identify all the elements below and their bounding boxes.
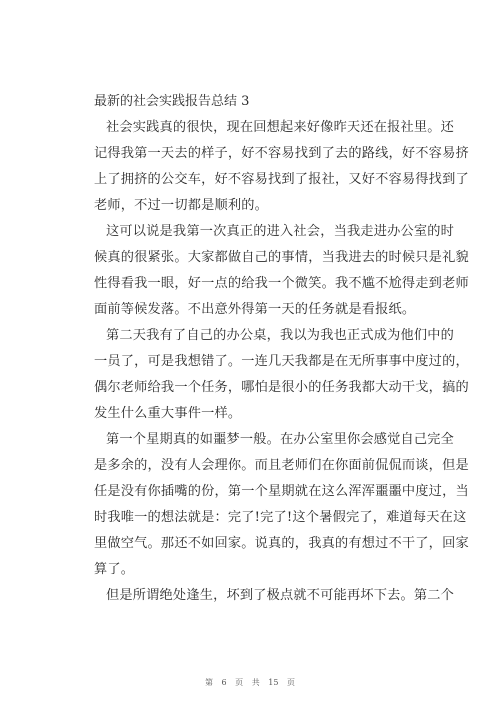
- text-line: 第二天我有了自己的办公桌，我以为我也正式成为他们中的: [106, 328, 455, 343]
- text-line: 任是没有你插嘴的份，第一个星期就在这么浑浑噩噩中度过，当: [94, 484, 469, 499]
- page-number-footer: 第 6 页 共 15 页: [205, 678, 295, 687]
- text-line: 社会实践真的很快，现在回想起来好像昨天还在报社里。还: [106, 120, 455, 135]
- text-line: 性得看我一眼，好一点的给我一个微笑。我不尴不尬得走到老师: [94, 276, 469, 291]
- text-line: 记得我第一天去的样子，好不容易找到了去的路线，好不容易挤: [94, 146, 469, 161]
- text-line: 上了拥挤的公交车，好不容易找到了报社，又好不容易得找到了: [94, 172, 469, 187]
- text-line: 面前等候发落。不出意外得第一天的任务就是看报纸。: [94, 302, 416, 317]
- text-line: 第一个星期真的如噩梦一般。在办公室里你会感觉自己完全: [106, 432, 455, 447]
- text-line: 偶尔老师给我一个任务，哪怕是很小的任务我都大动干戈，搞的: [94, 380, 469, 395]
- text-line: 老师，不过一切都是顺利的。: [94, 198, 269, 213]
- text-line: 算了。: [94, 562, 135, 577]
- text-line: 时我唯一的想法就是：完了!完了!这个暑假完了，难道每天在这: [94, 510, 467, 525]
- text-line: 一员了，可是我想错了。一连几天我都是在无所事事中度过的，: [94, 354, 469, 369]
- text-line: 这可以说是我第一次真正的进入社会，当我走进办公室的时: [106, 224, 455, 239]
- document-title: 最新的社会实践报告总结 3: [94, 94, 250, 109]
- text-line: 候真的很紧张。大家都做自己的事情，当我进去的时候只是礼貌: [94, 250, 469, 265]
- text-line: 里做空气。那还不如回家。说真的，我真的有想过不干了，回家: [94, 536, 469, 551]
- text-line: 发生什么重大事件一样。: [94, 406, 242, 421]
- text-line: 是多余的，没有人会理你。而且老师们在你面前侃侃而谈，但是: [94, 458, 469, 473]
- text-line: 但是所谓绝处逢生，坏到了极点就不可能再坏下去。第二个: [106, 588, 455, 603]
